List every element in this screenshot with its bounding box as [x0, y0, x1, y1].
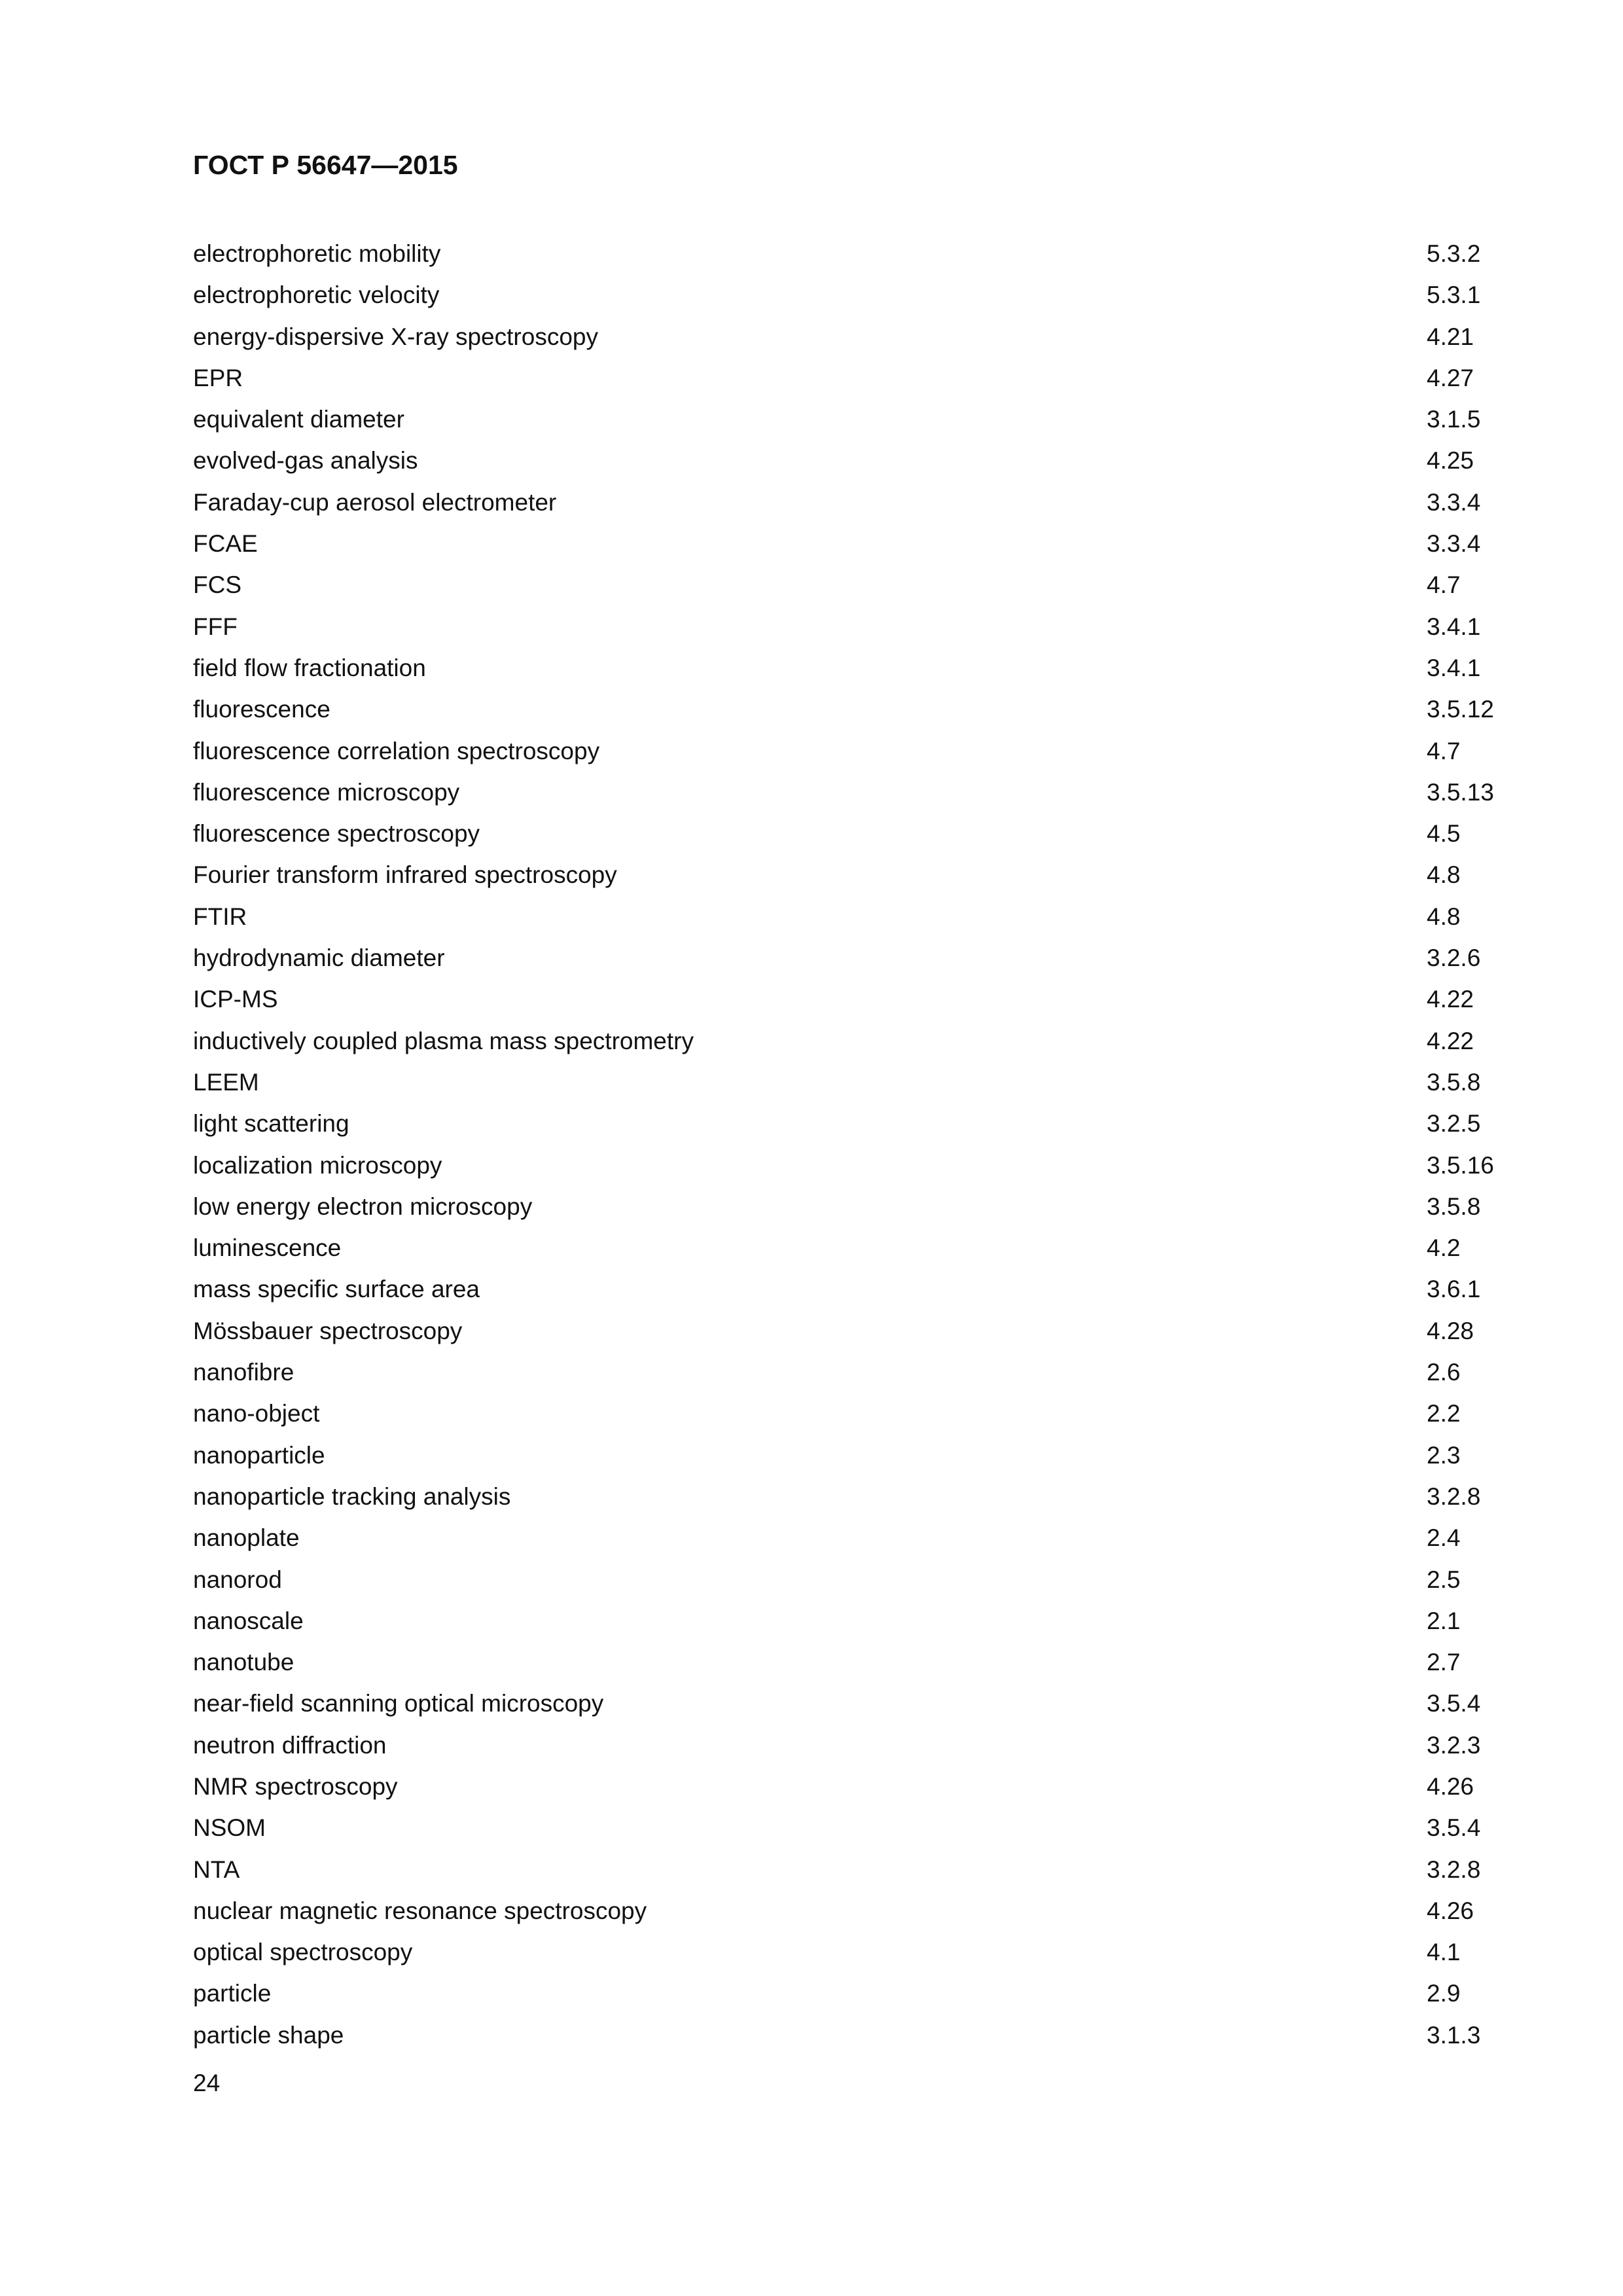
index-reference-number: 4.1	[1427, 1939, 1461, 1966]
index-term: energy-dispersive X-ray spectroscopy	[193, 323, 598, 350]
index-term: fluorescence	[193, 696, 330, 723]
index-entry	[193, 357, 1502, 399]
index-reference-number: 3.4.1	[1427, 654, 1481, 681]
page-number: 24	[193, 2070, 221, 2096]
index-reference-number: 4.27	[1427, 364, 1474, 391]
index-reference-number: 2.1	[1427, 1607, 1461, 1634]
index-term: nanoparticle	[193, 1441, 325, 1469]
index-entry	[193, 772, 1502, 813]
index-reference-number: 3.1.5	[1427, 406, 1481, 433]
index-reference-number: 3.2.8	[1427, 1856, 1481, 1883]
index-entry	[193, 1435, 1502, 1476]
index-reference-number: 3.2.8	[1427, 1482, 1481, 1510]
index-term: nanoparticle tracking analysis	[193, 1482, 511, 1510]
index-reference-number: 3.5.16	[1427, 1151, 1494, 1179]
index-entry	[193, 647, 1502, 689]
index-reference-number: 4.21	[1427, 323, 1474, 350]
index-entry	[193, 1227, 1502, 1268]
index-term: low energy electron microscopy	[193, 1193, 533, 1220]
index-reference-number: 4.26	[1427, 1897, 1474, 1924]
index-entry	[193, 1600, 1502, 1641]
index-entry	[193, 274, 1502, 315]
index-entry	[193, 316, 1502, 357]
index-entry	[193, 1807, 1502, 1848]
index-reference-number: 3.5.8	[1427, 1068, 1481, 1096]
index-term: nanoscale	[193, 1607, 304, 1634]
index-term: NSOM	[193, 1814, 266, 1842]
index-entry	[193, 1145, 1502, 1186]
index-entry	[193, 1890, 1502, 1931]
document-header-title: ГОСТ Р 56647—2015	[193, 150, 458, 180]
index-term: optical spectroscopy	[193, 1939, 413, 1966]
index-entry	[193, 482, 1502, 523]
index-term: mass specific surface area	[193, 1276, 480, 1303]
index-entry	[193, 233, 1502, 274]
index-entry	[193, 2015, 1502, 2056]
index-term: nano-object	[193, 1400, 320, 1427]
index-term: ICP-MS	[193, 986, 278, 1013]
index-reference-number: 3.3.4	[1427, 530, 1481, 558]
index-term: fluorescence microscopy	[193, 778, 460, 806]
index-reference-number: 3.2.6	[1427, 944, 1481, 972]
index-entry	[193, 1641, 1502, 1683]
index-entry	[193, 1517, 1502, 1558]
index-reference-number: 5.3.2	[1427, 240, 1481, 267]
index-entry	[193, 1849, 1502, 1890]
index-entry	[193, 1766, 1502, 1807]
index-reference-number: 4.26	[1427, 1772, 1474, 1800]
index-reference-number: 4.25	[1427, 447, 1474, 475]
index-reference-number: 3.3.4	[1427, 488, 1481, 516]
index-term: inductively coupled plasma mass spectrometry	[193, 1027, 694, 1054]
index-reference-number: 4.7	[1427, 571, 1461, 599]
index-term: nanofibre	[193, 1359, 294, 1386]
index-term: Mössbauer spectroscopy	[193, 1317, 463, 1344]
index-entry	[193, 440, 1502, 481]
index-term: electrophoretic velocity	[193, 281, 440, 309]
index-term: localization microscopy	[193, 1151, 442, 1179]
index-entry	[193, 1020, 1502, 1062]
index-entry	[193, 1393, 1502, 1434]
index-entry	[193, 1310, 1502, 1352]
index-reference-number: 3.1.3	[1427, 2021, 1481, 2049]
index-term: nanoplate	[193, 1524, 300, 1552]
index-reference-number: 2.9	[1427, 1980, 1461, 2007]
index-term: fluorescence correlation spectroscopy	[193, 737, 600, 764]
index-entry	[193, 1352, 1502, 1393]
index-reference-number: 4.7	[1427, 737, 1461, 764]
index-term: nanotube	[193, 1649, 294, 1676]
index-reference-number: 4.22	[1427, 1027, 1474, 1054]
index-term: nanorod	[193, 1566, 282, 1593]
index-entry	[193, 689, 1502, 730]
index-reference-number: 2.5	[1427, 1566, 1461, 1593]
index-reference-number: 4.5	[1427, 820, 1461, 848]
index-entry	[193, 1683, 1502, 1724]
index-entry	[193, 937, 1502, 978]
index-reference-number: 2.4	[1427, 1524, 1461, 1552]
index-term: Fourier transform infrared spectroscopy	[193, 861, 617, 889]
index-entry	[193, 1268, 1502, 1310]
index-entry	[193, 978, 1502, 1020]
index-entry	[193, 399, 1502, 440]
index-entry	[193, 606, 1502, 647]
index-term: field flow fractionation	[193, 654, 426, 681]
index-reference-number: 2.2	[1427, 1400, 1461, 1427]
index-term: Faraday-cup aerosol electrometer	[193, 488, 557, 516]
index-reference-number: 3.6.1	[1427, 1276, 1481, 1303]
index-term: NMR spectroscopy	[193, 1772, 398, 1800]
index-term: NTA	[193, 1856, 240, 1883]
index-entry	[193, 564, 1502, 605]
index-term: neutron diffraction	[193, 1731, 387, 1759]
index-entry	[193, 813, 1502, 854]
index-reference-number: 3.5.4	[1427, 1814, 1481, 1842]
index-reference-number: 3.2.5	[1427, 1110, 1481, 1138]
index-reference-number: 4.22	[1427, 986, 1474, 1013]
index-term: particle shape	[193, 2021, 344, 2049]
index-term: near-field scanning optical microscopy	[193, 1690, 604, 1717]
index-reference-number: 3.5.8	[1427, 1193, 1481, 1220]
index-term: nuclear magnetic resonance spectroscopy	[193, 1897, 647, 1924]
index-reference-number: 4.28	[1427, 1317, 1474, 1344]
index-entry	[193, 1973, 1502, 2014]
index-reference-number: 2.3	[1427, 1441, 1461, 1469]
index-entry	[193, 523, 1502, 564]
index-reference-number: 3.5.13	[1427, 778, 1494, 806]
index-term: FFF	[193, 613, 238, 640]
index-term: particle	[193, 1980, 272, 2007]
index-entry	[193, 1476, 1502, 1517]
index-term: EPR	[193, 364, 243, 391]
index-reference-number: 4.8	[1427, 861, 1461, 889]
index-entry	[193, 1931, 1502, 1973]
index-reference-number: 4.2	[1427, 1234, 1461, 1262]
index-entry	[193, 730, 1502, 772]
index-term: luminescence	[193, 1234, 342, 1262]
index-entry	[193, 1559, 1502, 1600]
index-term: light scattering	[193, 1110, 349, 1138]
alphabetical-index-list	[193, 233, 1502, 2056]
index-reference-number: 2.7	[1427, 1649, 1461, 1676]
index-term: electrophoretic mobility	[193, 240, 441, 267]
index-term: equivalent diameter	[193, 406, 404, 433]
index-term: evolved-gas analysis	[193, 447, 418, 475]
index-term: FCAE	[193, 530, 258, 558]
index-entry	[193, 1186, 1502, 1227]
index-term: hydrodynamic diameter	[193, 944, 445, 972]
index-entry	[193, 1103, 1502, 1144]
index-term: FCS	[193, 571, 241, 599]
index-term: fluorescence spectroscopy	[193, 820, 480, 848]
index-reference-number: 2.6	[1427, 1359, 1461, 1386]
index-entry	[193, 896, 1502, 937]
index-entry	[193, 1725, 1502, 1766]
index-reference-number: 3.5.12	[1427, 696, 1494, 723]
index-reference-number: 4.8	[1427, 903, 1461, 930]
index-reference-number: 3.5.4	[1427, 1690, 1481, 1717]
index-reference-number: 5.3.1	[1427, 281, 1481, 309]
index-entry	[193, 854, 1502, 895]
index-entry	[193, 1062, 1502, 1103]
index-term: LEEM	[193, 1068, 259, 1096]
index-reference-number: 3.2.3	[1427, 1731, 1481, 1759]
index-term: FTIR	[193, 903, 247, 930]
index-reference-number: 3.4.1	[1427, 613, 1481, 640]
